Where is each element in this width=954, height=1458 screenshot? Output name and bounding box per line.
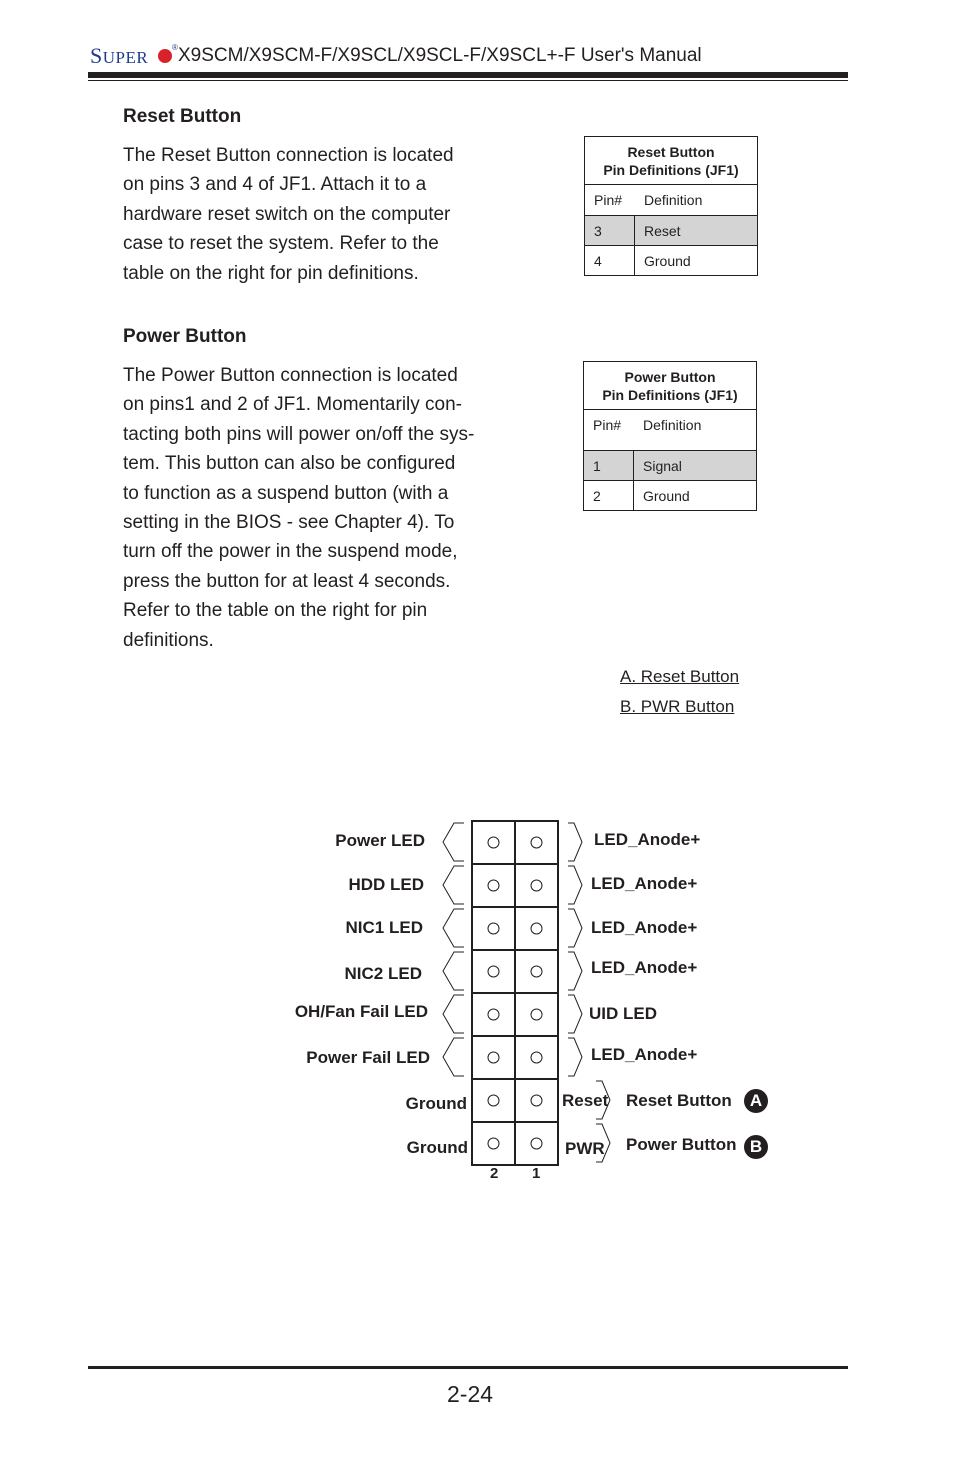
reset-table-pin-cell: 3 xyxy=(585,216,635,245)
reset-table-pin-cell: 4 xyxy=(585,246,635,275)
power-paragraph-line: to function as a suspend button (with a xyxy=(123,482,449,504)
left-brace-2 xyxy=(443,866,464,904)
reset-paragraph-line: The Reset Button connection is located xyxy=(123,145,454,166)
power-paragraph-line: tacting both pins will power on/off the sys- xyxy=(123,423,475,445)
pin-number-2: 2 xyxy=(490,1165,499,1182)
power-table-def-cell: Ground xyxy=(643,488,690,504)
label-hdd-led: HDD LED xyxy=(348,875,424,894)
label-led-anode-1: LED_Anode+ xyxy=(594,830,701,849)
brand-logo-rest: UPER xyxy=(102,48,149,67)
power-table-title xyxy=(584,362,756,410)
left-brace-5 xyxy=(443,995,464,1033)
legend-pwr-button-link[interactable]: B. PWR Button xyxy=(620,697,735,716)
power-pin-table xyxy=(583,361,757,511)
label-led-anode-3: LED_Anode+ xyxy=(591,918,698,937)
reset-table-col-pin: Pin# xyxy=(594,192,623,208)
power-table-header-row xyxy=(584,410,756,450)
label-nic2-led: NIC2 LED xyxy=(344,964,422,983)
power-paragraph-line: turn off the power in the suspend mode, xyxy=(123,541,458,563)
label-power-fail-led: Power Fail LED xyxy=(306,1048,430,1067)
label-reset-pin: Reset xyxy=(562,1091,609,1110)
power-paragraph-line: on pins1 and 2 of JF1. Momentarily con- xyxy=(123,394,463,416)
header-rule xyxy=(88,72,848,78)
power-table-pin-cell: 2 xyxy=(584,481,634,510)
right-brace-3 xyxy=(568,909,582,947)
brand-logo xyxy=(90,43,148,69)
label-oh-fan-fail-led: OH/Fan Fail LED xyxy=(294,1002,428,1021)
label-uid-led: UID LED xyxy=(589,1004,657,1023)
reset-table-col-def: Definition xyxy=(644,192,703,208)
label-led-anode-6: LED_Anode+ xyxy=(591,1045,698,1064)
brand-registered-mark: ® xyxy=(172,43,178,52)
label-nic1-led: NIC1 LED xyxy=(345,918,423,937)
label-power-button: Power Button xyxy=(626,1135,737,1154)
label-led-anode-2: LED_Anode+ xyxy=(591,874,698,893)
left-brace-3 xyxy=(443,909,464,947)
power-table-col-def: Definition xyxy=(643,417,702,433)
label-ground-pwr-pin: Ground xyxy=(406,1138,468,1157)
power-table-def-cell: Signal xyxy=(643,458,682,474)
label-ground-reset-pin: Ground xyxy=(405,1094,467,1113)
power-paragraph-line: tem. This button can also be configured xyxy=(123,453,456,475)
table-row xyxy=(584,480,756,510)
label-pwr-pin: PWR xyxy=(565,1139,605,1158)
table-row xyxy=(585,245,757,275)
legend-reset-button-link[interactable]: A. Reset Button xyxy=(620,667,740,686)
left-brace-6 xyxy=(443,1038,464,1076)
footer-rule xyxy=(88,1366,848,1369)
power-paragraph xyxy=(123,361,479,655)
badge-b-icon: B xyxy=(744,1135,768,1159)
left-brace-1 xyxy=(443,823,464,861)
reset-paragraph-line: hardware reset switch on the computer xyxy=(123,203,451,225)
power-paragraph-line: The Power Button connection is located xyxy=(123,365,458,386)
power-paragraph-line: Refer to the table on the right for pin xyxy=(123,600,428,622)
reset-heading: Reset Button xyxy=(123,106,242,127)
jf1-header-diagram xyxy=(430,815,620,1175)
reset-table-header-row xyxy=(585,185,757,215)
reset-table-title-line2: Pin Definitions (JF1) xyxy=(603,162,739,178)
reset-paragraph-line: table on the right for pin definitions. xyxy=(123,262,419,284)
brand-logo-initial: S xyxy=(90,43,103,68)
power-heading: Power Button xyxy=(123,326,247,347)
power-table-title-line2: Pin Definitions (JF1) xyxy=(602,387,738,403)
reset-pin-table xyxy=(584,136,758,276)
badge-a-icon: A xyxy=(744,1089,768,1113)
power-paragraph-line: definitions. xyxy=(123,629,214,651)
reset-table-def-cell: Ground xyxy=(644,253,691,269)
reset-paragraph xyxy=(123,141,474,288)
right-brace-5 xyxy=(568,995,582,1033)
left-brace-4 xyxy=(443,952,464,990)
label-led-anode-4: LED_Anode+ xyxy=(591,958,698,977)
reset-table-title xyxy=(585,137,757,185)
reset-paragraph-line: on pins 3 and 4 of JF1. Attach it to a xyxy=(123,174,427,196)
label-reset-button: Reset Button xyxy=(626,1091,732,1110)
table-row xyxy=(584,450,756,480)
reset-table-def-cell: Reset xyxy=(644,223,681,239)
right-brace-4 xyxy=(568,952,582,990)
power-table-col-pin: Pin# xyxy=(593,417,622,433)
right-brace-6 xyxy=(568,1038,582,1076)
power-paragraph-line: press the button for at least 4 seconds. xyxy=(123,570,451,592)
power-table-pin-cell: 1 xyxy=(584,451,634,480)
header-rule-thin xyxy=(88,80,848,81)
table-row xyxy=(585,215,757,245)
reset-table-title-line1: Reset Button xyxy=(627,144,715,160)
power-table-title-line1: Power Button xyxy=(624,369,716,385)
brand-dot-icon xyxy=(158,49,172,63)
power-paragraph-line: setting in the BIOS - see Chapter 4). To xyxy=(123,512,455,534)
right-brace-1 xyxy=(568,823,582,861)
label-power-led: Power LED xyxy=(335,831,425,850)
right-brace-2 xyxy=(568,866,582,904)
reset-paragraph-line: case to reset the system. Refer to the xyxy=(123,233,439,255)
manual-title: X9SCM/X9SCM-F/X9SCL/X9SCL-F/X9SCL+-F User's Manual xyxy=(178,45,702,66)
page-number: 2-24 xyxy=(447,1381,494,1407)
pin-number-1: 1 xyxy=(532,1165,541,1182)
